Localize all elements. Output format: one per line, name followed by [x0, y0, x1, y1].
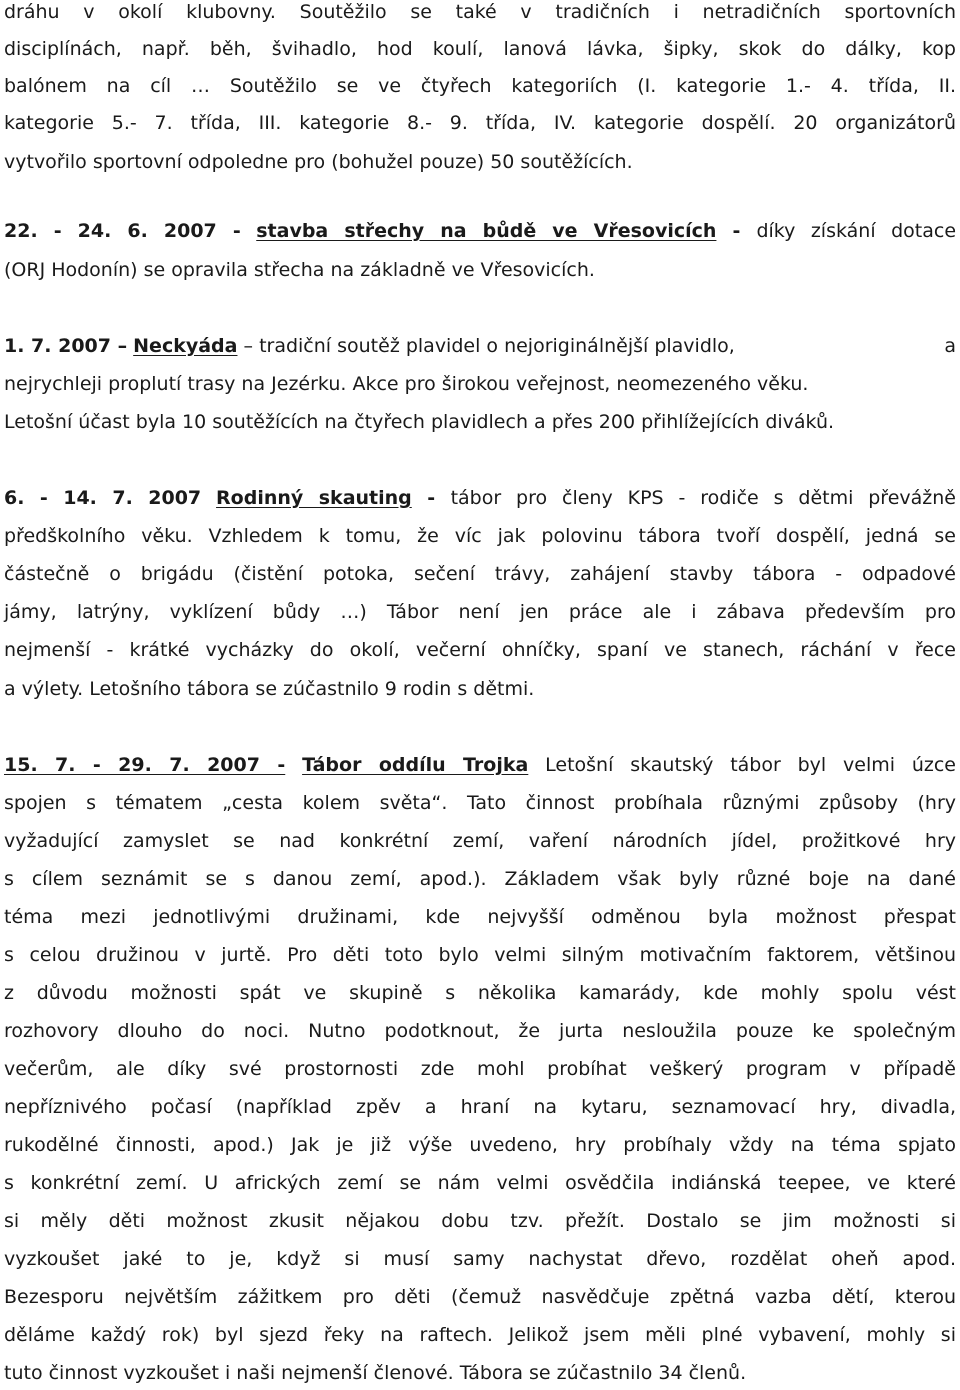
text-line: téma mezi jednotlivými družinami, kde nejvyšší odměnou byla možnost přespat — [4, 906, 956, 928]
text-line: předškolního věku. Vzhledem k tomu, že víc jak polovinu tábora tvoří dospělí, jedná se — [4, 525, 956, 547]
text-line: vytvořilo sportovní odpoledne pro (bohužel pouze) 50 soutěžících. — [4, 151, 633, 173]
text-line — [4, 219, 956, 243]
event-title: stavba střechy na bůdě ve Vřesovicích — [256, 220, 717, 242]
text-line — [4, 753, 956, 777]
event-text-end: a — [944, 335, 956, 357]
text-line: tuto činnost vyzkoušet i naši nejmenší členové. Tábora se zúčastnilo 34 členů. — [4, 1362, 747, 1384]
event-title: Rodinný skauting — [216, 487, 412, 509]
text-line: vyžadující zamyslet se nad konkrétní zemí, vaření národních jídel, prožitkové hry — [4, 830, 956, 852]
text-line: si měly děti možnost zkusit nějakou dobu tzv. přežít. Dostalo se jim možnosti si — [4, 1210, 956, 1232]
text-line: nejrychleji proplutí trasy na Jezérku. Akce pro širokou veřejnost, neomezeného věku. — [4, 373, 809, 395]
text-line: s cílem seznámit se s danou zemí, apod.). Základem však byly různé boje na dané — [4, 868, 956, 890]
text-line: disciplínách, např. běh, švihadlo, hod koulí, lanová lávka, šipky, skok do dálky, kop — [4, 38, 956, 60]
text-line: jámy, latrýny, vyklízení bůdy …) Tábor není jen práce ale i zábava především pro — [4, 601, 956, 623]
event-text: díky získání dotace — [756, 220, 957, 242]
separator: - — [411, 487, 451, 509]
event-title: Tábor oddílu Trojka — [302, 754, 529, 776]
text-line: částečně o brigádu (čistění potoka, sečení trávy, zahájení stavby tábora - odpadové — [4, 563, 956, 585]
text-line: nejmenší - krátké vycházky do okolí, večerní ohníčky, spaní ve stanech, ráchání v řece — [4, 639, 956, 661]
text-line: balónem na cíl … Soutěžilo se ve čtyřech kategoriích (I. kategorie 1.- 4. třída, II. — [4, 75, 956, 97]
event-date: 6. - 14. 7. 2007 — [4, 487, 202, 509]
text-line: vyzkoušet jaké to je, když si musí samy nachystat dřevo, rozdělat oheň apod. — [4, 1248, 956, 1270]
text-line: s celou družinou v jurtě. Pro děti toto bylo velmi silným motivačním faktorem, většinou — [4, 944, 956, 966]
event-date: 1. 7. 2007 – — [4, 335, 128, 357]
text-line — [4, 334, 956, 358]
text-line: Letošní účast byla 10 soutěžících na čtyřech plavidlech a přes 200 přihlížejících diváků. — [4, 411, 835, 433]
event-date: 15. 7. - 29. 7. 2007 - — [4, 754, 286, 776]
text-line: (ORJ Hodonín) se opravila střecha na základně ve Vřesovicích. — [4, 259, 595, 281]
text-line: rukodělné činnosti, apod.) Jak je již výše uvedeno, hry probíhaly vždy na téma spjato — [4, 1134, 956, 1156]
text-line: kategorie 5.- 7. třída, III. kategorie 8.- 9. třída, IV. kategorie dospělí. 20 organizátorů — [4, 112, 956, 134]
text-line: nepříznivého počasí (například zpěv a hraní na kytaru, seznamovací hry, divadla, — [4, 1096, 956, 1118]
text-line: děláme každý rok) byl sjezd řeky na raftech. Jelikož jsem měli plné vybavení, mohly si — [4, 1324, 956, 1346]
event-title: Neckyáda — [133, 335, 238, 357]
text-line: večerům, ale díky své prostornosti zde mohl probíhat veškerý program v případě — [4, 1058, 956, 1080]
text-line: s konkrétní zemí. U afrických zemí se nám velmi osvědčila indiánská teepee, ve které — [4, 1172, 956, 1194]
separator: - — [716, 220, 757, 242]
event-text: Letošní skautský tábor byl velmi úzce — [528, 754, 956, 776]
text-line: a výlety. Letošního tábora se zúčastnilo 9 rodin s dětmi. — [4, 678, 535, 700]
text-line — [4, 486, 956, 510]
text-line: dráhu v okolí klubovny. Soutěžilo se také v tradičních i netradičních sportovních — [4, 1, 956, 23]
text-line: Bezesporu největším zážitkem pro děti (čemuž nasvědčuje zpětná vazba dětí, kterou — [4, 1286, 956, 1308]
event-text: tábor pro členy KPS - rodiče s dětmi převážně — [450, 487, 956, 509]
event-date: 22. - 24. 6. 2007 - — [4, 220, 241, 242]
event-text: – tradiční soutěž plavidel o nejoriginálnější plavidlo, — [237, 335, 735, 357]
text-line: z důvodu možnosti spát ve skupině s několika kamarády, kde mohly spolu vést — [4, 982, 956, 1004]
text-line: rozhovory dlouho do noci. Nutno podotknout, že jurta nesloužila pouze ke společným — [4, 1020, 956, 1042]
text-line: spojen s tématem „cesta kolem světa“. Tato činnost probíhala různými způsoby (hry — [4, 792, 956, 814]
